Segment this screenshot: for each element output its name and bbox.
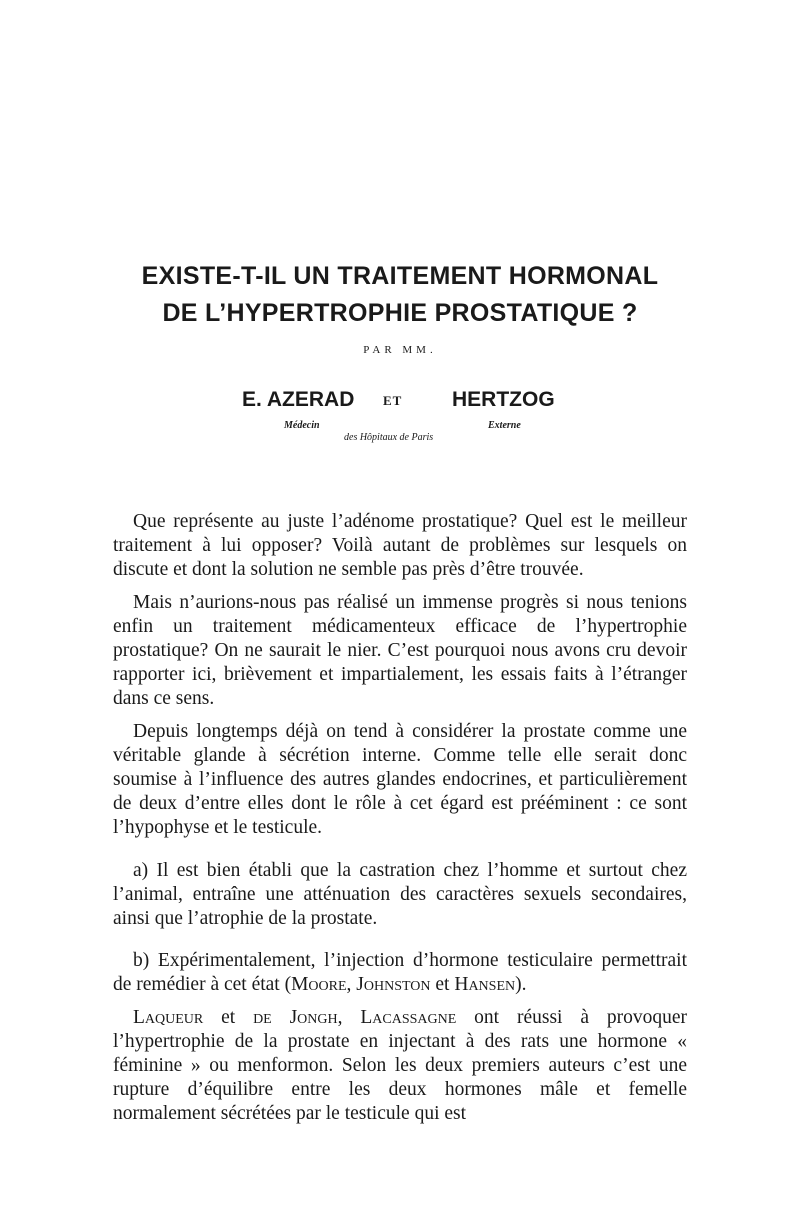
- paragraph-4: a) Il est bien établi que la castration chez l’homme et surtout chez l’animal, entraîne une atténuation des caractères sexuels secondaires, ainsi que l’atrophie de la prostate.: [113, 859, 687, 930]
- author-azerad: E. AZERAD: [242, 388, 355, 411]
- paragraph-5-end: ).: [515, 974, 527, 996]
- paragraph-6: [113, 1006, 687, 1127]
- author-ref-moore: Moore: [291, 974, 347, 996]
- author-role-externe: Externe: [488, 420, 521, 431]
- author-ref-hansen: Hansen: [454, 974, 516, 996]
- separator: ,: [337, 1006, 361, 1028]
- author-role-medecin: Médecin: [284, 420, 320, 431]
- title-line-2: DE L’HYPERTROPHIE PROSTATIQUE ?: [162, 299, 638, 327]
- paragraph-6-text: ont réussi à provoquer l’hypertrophie de la prostate en injectant à des rats une hormone « féminine » ou menformon. Selon les deux premiers auteurs c’est une rupture d’équilibre entre les deux hormones mâle et femelle normalement sécrétées par le testicule qui est: [113, 1006, 687, 1125]
- article-body: [113, 510, 687, 1135]
- author-ref-lacassagne: Lacassagne: [360, 1006, 457, 1028]
- author-line: [242, 388, 562, 412]
- author-hertzog: HERTZOG: [452, 388, 555, 411]
- separator: ,: [346, 974, 357, 996]
- paragraph-5-text: b) Expérimentalement, l’injection d’hormone testiculaire permettrait de remédier à cet état (: [113, 950, 687, 996]
- title-line-1: EXISTE-T-IL UN TRAITEMENT HORMONAL: [141, 262, 659, 290]
- paragraph-1: Que représente au juste l’adénome prostatique? Quel est le meilleur traitement à lui opposer? Voilà autant de problèmes sur lesquels on discute et dont la solution ne semble pas près d’être trouvée.: [113, 511, 687, 581]
- byline: PAR MM.: [363, 344, 437, 356]
- author-ref-de-jongh: de Jongh: [253, 1006, 338, 1028]
- separator: et: [430, 974, 455, 996]
- author-ref-johnston: Johnston: [356, 974, 431, 996]
- paragraph-2: Mais n’aurions-nous pas réalisé un immense progrès si nous tenions enfin un traitement médicamenteux efficace de l’hypertrophie prostatique? On ne saurait le nier. C’est pourquoi nous avons cru devoir rapporter ici, brièvement et impartialement, les essais faits à l’étranger dans ce sens.: [113, 591, 687, 710]
- separator: et: [203, 1006, 254, 1028]
- paragraph-5: [113, 949, 687, 997]
- author-conjunction: ET: [383, 393, 403, 408]
- article-title: [0, 258, 800, 332]
- author-institution: des Hôpitaux de Paris: [344, 432, 434, 443]
- author-ref-laqueur: Laqueur: [133, 1006, 204, 1028]
- paragraph-3: Depuis longtemps déjà on tend à considérer la prostate comme une véritable glande à sécrétion interne. Comme telle elle serait donc soumise à l’influence des autres glandes endocrines, et particulièrement de deux d’entre elles dont le rôle à cet égard est prééminent : ce sont l’hypophyse et le testicule.: [113, 720, 687, 839]
